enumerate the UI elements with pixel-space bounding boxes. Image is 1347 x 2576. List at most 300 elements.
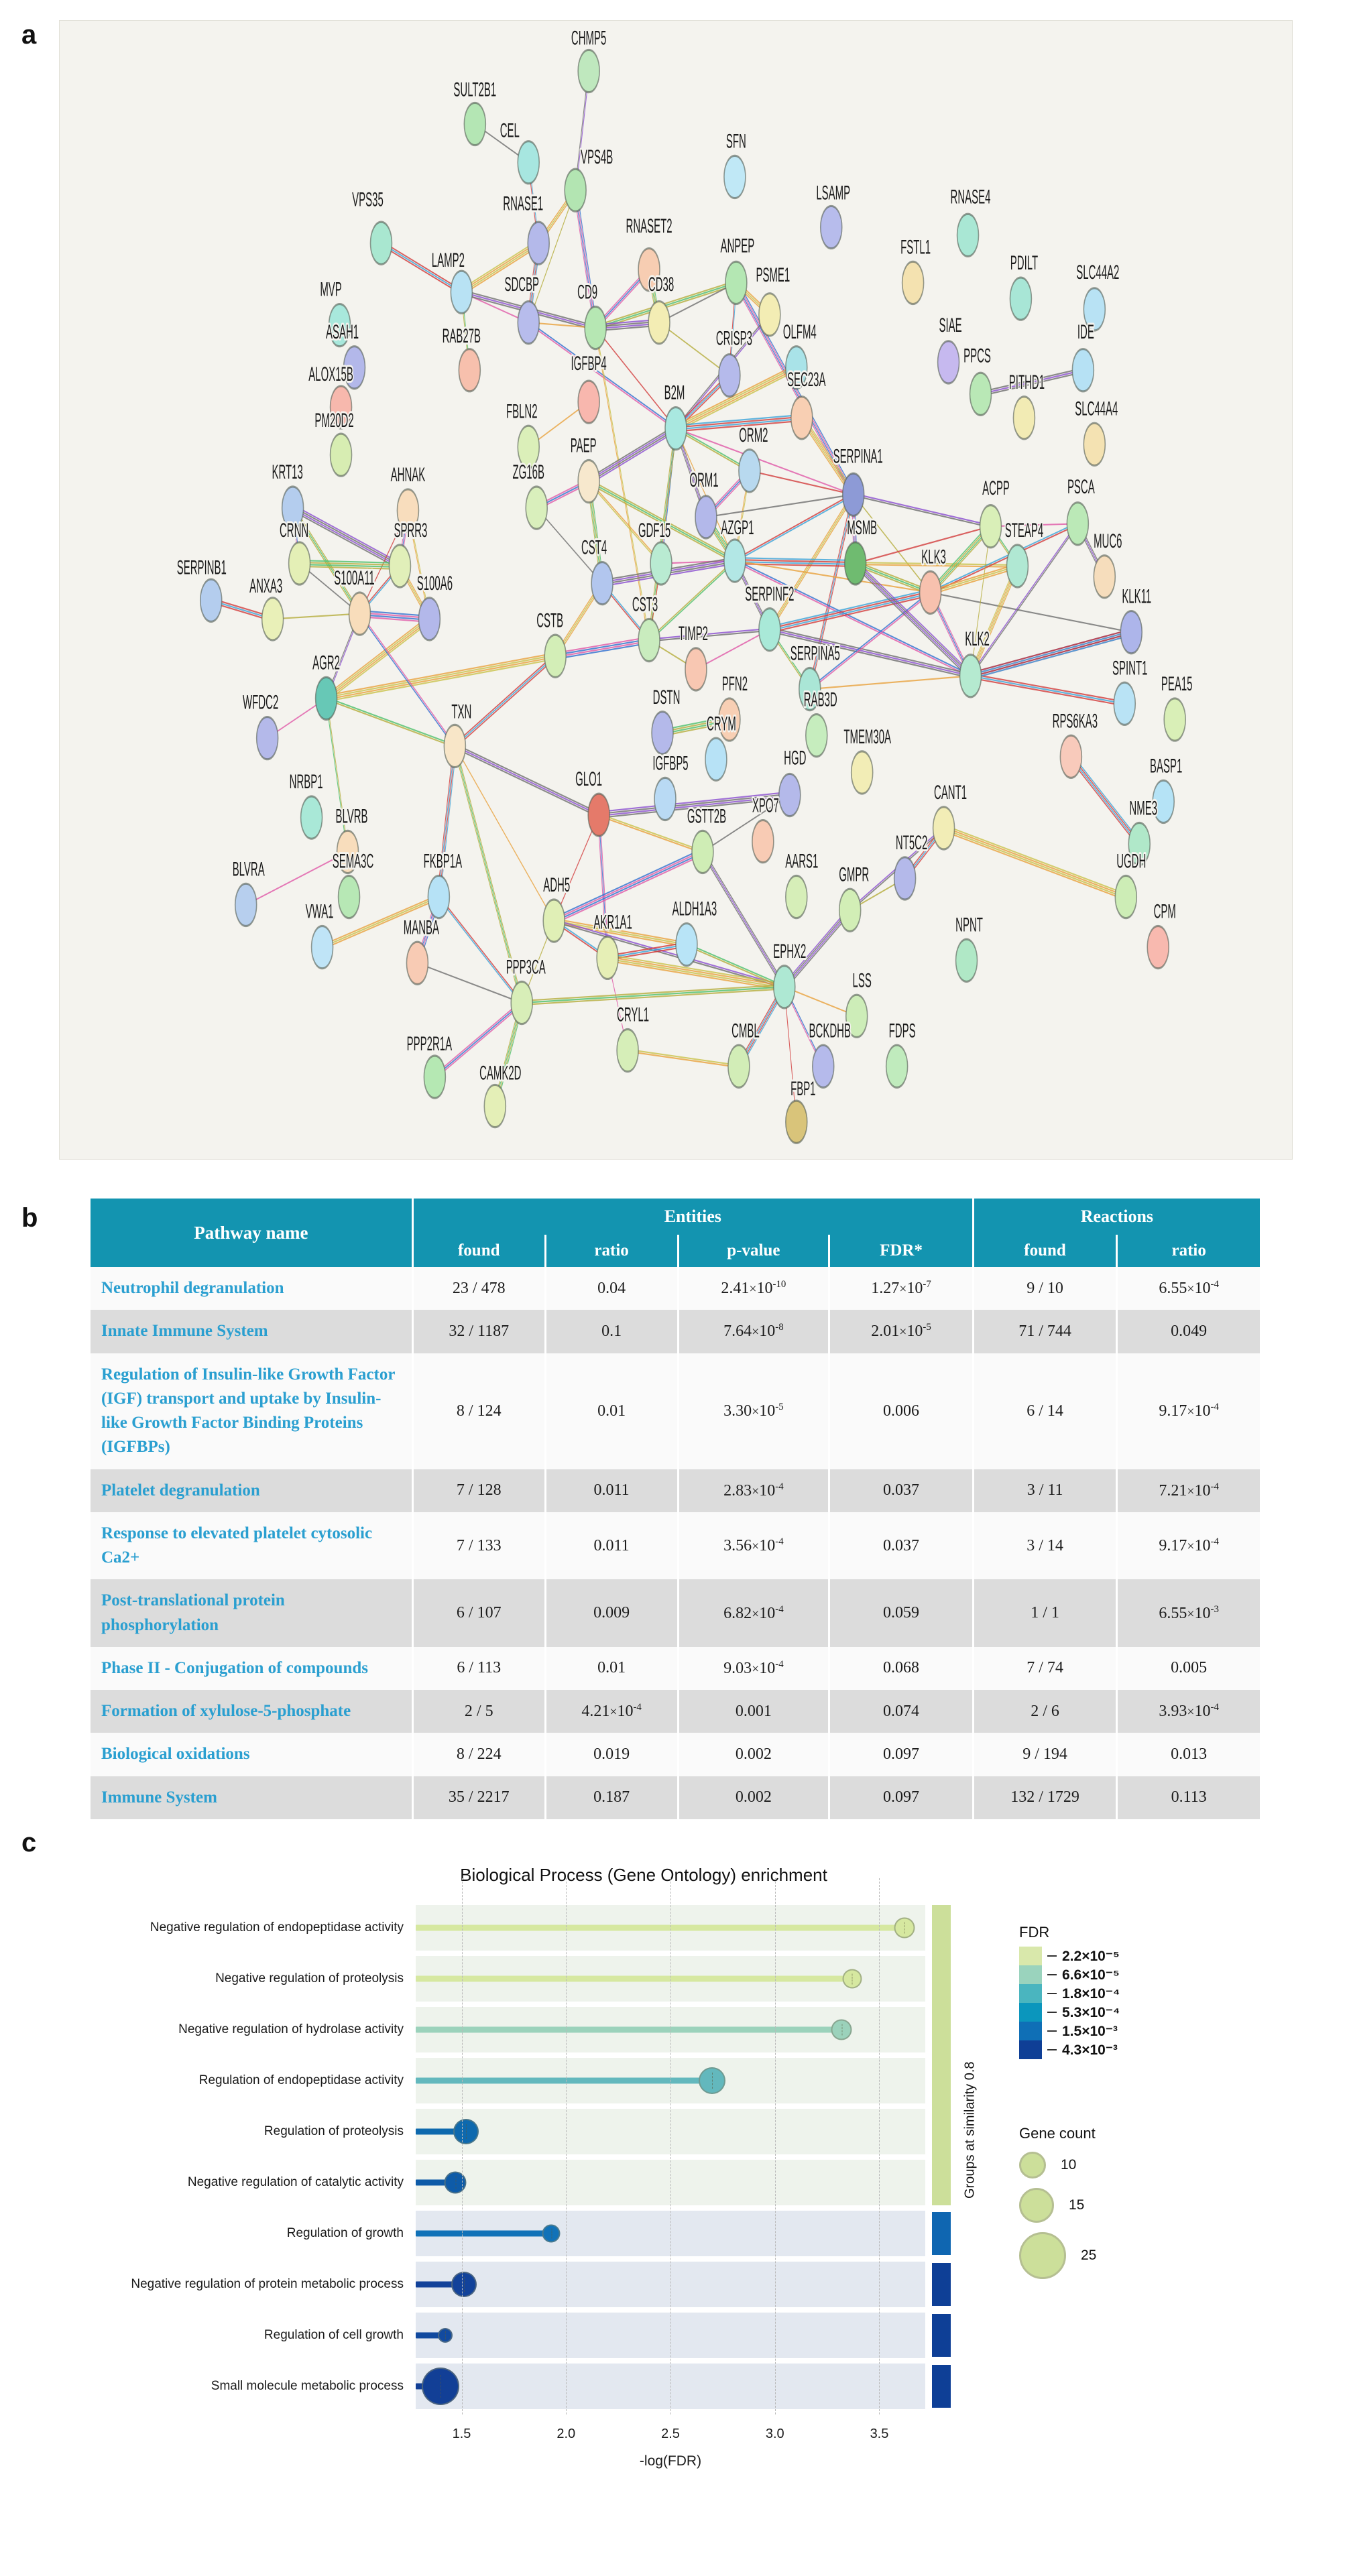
network-node-label: TXN — [451, 700, 472, 723]
network-node[interactable] — [894, 857, 916, 900]
network-node[interactable] — [886, 1045, 908, 1087]
table-row — [91, 1310, 1260, 1353]
network-node[interactable] — [289, 542, 310, 585]
network-node[interactable] — [724, 156, 746, 198]
gene-count-legend-label: 10 — [1061, 2157, 1077, 2172]
header-reactions: Reactions — [974, 1199, 1260, 1235]
similarity-segment-a — [932, 1905, 951, 2205]
network-node[interactable] — [578, 381, 599, 423]
network-node[interactable] — [1084, 423, 1105, 465]
network-node-label: CSTB — [536, 609, 564, 631]
network-node[interactable] — [902, 261, 924, 304]
gene-count-legend-row — [1019, 2152, 1096, 2179]
network-edge — [931, 593, 1132, 632]
network-node-label: KLK11 — [1122, 585, 1152, 608]
network-node[interactable] — [980, 505, 1002, 548]
header-reactions-ratio: ratio — [1118, 1235, 1260, 1267]
header-entities-fdr: FDR* — [830, 1235, 972, 1267]
network-node-label: KRT13 — [272, 461, 303, 483]
network-edge — [522, 987, 784, 1003]
network-node[interactable] — [705, 738, 727, 780]
network-node-label: CST4 — [581, 536, 607, 559]
network-node-label: NPNT — [955, 913, 983, 936]
network-node-label: AGR2 — [312, 651, 340, 674]
network-node-label: IGFBP5 — [652, 752, 689, 774]
network-edge — [273, 614, 360, 619]
network-node-label: PPP3CA — [506, 956, 546, 978]
network-node-label: SPRR3 — [394, 519, 428, 542]
network-node[interactable] — [654, 778, 676, 820]
header-reactions-found: found — [974, 1235, 1116, 1267]
network-node[interactable] — [1094, 556, 1115, 598]
gene-count-legend-row — [1019, 2232, 1096, 2279]
network-node-label: S100A11 — [334, 566, 375, 589]
network-node[interactable] — [200, 579, 222, 621]
network-node-label: ANPEP — [720, 235, 755, 257]
pathway-name-link[interactable]: Biological oxidations — [91, 1733, 412, 1776]
fdr-legend-rows — [1019, 1947, 1120, 2059]
network-node-label: SERPINA1 — [833, 444, 883, 467]
network-node[interactable] — [779, 774, 801, 816]
gene-count-legend-circle — [1019, 2152, 1046, 2179]
network-node[interactable] — [349, 593, 371, 635]
chart-data-point[interactable] — [894, 1918, 915, 1939]
pathway-name-link[interactable]: Regulation of Insulin-like Growth Factor (IGF) transport and uptake by Insulin-like Growth Factor Binding Proteins (IGFBPs) — [91, 1353, 412, 1469]
network-node-label: SLC44A2 — [1076, 261, 1120, 284]
fdr-legend-label: 4.3×10⁻³ — [1062, 2042, 1118, 2058]
chart-plot-area — [131, 1902, 925, 2469]
reactome-pathway-panel — [89, 1199, 1262, 1819]
network-node[interactable] — [676, 924, 697, 966]
network-node-label: SLC44A4 — [1075, 397, 1118, 420]
network-node-label: PITHD1 — [1008, 371, 1045, 393]
network-node[interactable] — [752, 820, 774, 863]
network-node-label: KLK3 — [921, 546, 946, 568]
network-node[interactable] — [578, 461, 599, 503]
fdr-legend-swatch — [1019, 2022, 1042, 2040]
network-node-label: AZGP1 — [721, 516, 754, 539]
network-node-label: RNASE4 — [950, 185, 991, 208]
network-node[interactable] — [578, 50, 599, 92]
entities-ratio-cell: 0.011 — [546, 1469, 677, 1512]
reactions-ratio-cell: $7.21\times 10^{-4}$ — [1118, 1469, 1260, 1512]
network-node[interactable] — [528, 222, 549, 264]
fdr-legend-label: 1.5×10⁻³ — [1062, 2023, 1118, 2039]
gene-count-legend-row — [1019, 2188, 1096, 2223]
pathway-name-link[interactable]: Formation of xylulose-5-phosphate — [91, 1690, 412, 1733]
entities-pvalue-cell: $3.56\times 10^{-4}$ — [679, 1512, 829, 1580]
pathway-name-link[interactable]: Neutrophil degranulation — [91, 1267, 412, 1310]
reactions-ratio-cell: $6.55\times 10^{-4}$ — [1118, 1267, 1260, 1310]
network-node[interactable] — [719, 355, 740, 397]
fdr-legend-row — [1019, 2022, 1120, 2040]
network-node-label: TIMP2 — [678, 622, 709, 645]
gene-count-legend-rows — [1019, 2152, 1096, 2279]
chart-gridline — [566, 1878, 567, 2414]
network-edge — [855, 565, 930, 594]
chart-data-point[interactable] — [445, 2172, 467, 2194]
network-node[interactable] — [484, 1085, 506, 1127]
entities-found-cell: 6 / 113 — [414, 1647, 544, 1690]
network-node-label: SFN — [725, 130, 746, 152]
network-node-label: CEL — [500, 119, 520, 142]
network-node-label: RAB3D — [803, 688, 837, 711]
network-edge — [522, 985, 784, 1001]
entities-found-cell: 8 / 224 — [414, 1733, 544, 1776]
entities-found-cell: 7 / 133 — [414, 1512, 544, 1580]
network-node-label: SERPINF2 — [745, 582, 795, 605]
network-node[interactable] — [1010, 278, 1031, 320]
network-edge — [970, 631, 1131, 675]
table-row — [91, 1469, 1260, 1512]
network-node[interactable] — [957, 214, 979, 256]
network-node[interactable] — [424, 1056, 445, 1098]
network-node-label: LAMP2 — [431, 249, 465, 271]
network-edge — [943, 829, 1126, 898]
network-node[interactable] — [262, 598, 284, 640]
network-node-label: CD38 — [648, 273, 675, 296]
entities-ratio-cell: $4.21\times 10^{-4}$ — [546, 1690, 677, 1733]
network-node-label: DSTN — [652, 686, 681, 709]
network-node[interactable] — [650, 542, 672, 585]
network-node[interactable] — [339, 875, 360, 918]
network-node-label: MVP — [320, 278, 342, 300]
entities-pvalue-cell: $7.64\times 10^{-8}$ — [679, 1310, 829, 1353]
reactions-found-cell: 132 / 1729 — [974, 1776, 1116, 1819]
network-node[interactable] — [235, 883, 257, 926]
network-node-label: ZG16B — [512, 461, 544, 483]
chart-title: Biological Process (Gene Ontology) enrichment — [460, 1865, 827, 1885]
chart-x-tick-label: 3.5 — [870, 2427, 889, 2441]
reactions-ratio-cell: $9.17\times 10^{-4}$ — [1118, 1512, 1260, 1580]
network-edge — [607, 961, 784, 989]
chart-category-label: Negative regulation of protein metabolic process — [131, 2277, 404, 2292]
network-node-label: SDCBP — [504, 273, 540, 296]
chart-gridline — [775, 1878, 776, 2414]
network-node-label: BLVRB — [335, 804, 368, 827]
fdr-legend-swatch — [1019, 1984, 1042, 2003]
network-node[interactable] — [685, 648, 707, 690]
network-node[interactable] — [774, 966, 795, 1008]
network-node[interactable] — [759, 294, 780, 336]
header-entities-ratio: ratio — [546, 1235, 677, 1267]
go-enrichment-panel — [40, 1850, 1314, 2554]
fdr-legend-tick — [1047, 2012, 1057, 2013]
network-node-label: S100A6 — [416, 572, 453, 595]
pathway-name-link[interactable]: Response to elevated platelet cytosolic Ca2+ — [91, 1512, 412, 1580]
gene-count-legend — [1019, 2125, 1096, 2288]
network-node-label: SIAE — [939, 314, 962, 336]
chart-category-label: Regulation of proteolysis — [263, 2124, 404, 2139]
network-node[interactable] — [389, 545, 410, 587]
network-node[interactable] — [518, 302, 539, 344]
network-edge — [943, 831, 1126, 900]
network-node[interactable] — [1060, 735, 1081, 778]
network-node[interactable] — [852, 751, 873, 794]
entities-fdr-cell: $1.27\times 10^{-7}$ — [830, 1267, 972, 1310]
fdr-legend-label: 5.3×10⁻⁴ — [1062, 2004, 1120, 2020]
network-node-label: IGFBP4 — [571, 352, 607, 375]
network-node[interactable] — [695, 496, 717, 538]
table-row — [91, 1353, 1260, 1469]
network-node-label: FSTL1 — [900, 235, 931, 258]
network-node[interactable] — [956, 939, 978, 981]
network-node[interactable] — [428, 875, 449, 918]
network-node[interactable] — [451, 271, 472, 313]
fdr-legend-swatch — [1019, 2003, 1042, 2022]
entities-found-cell: 2 / 5 — [414, 1690, 544, 1733]
network-node[interactable] — [839, 889, 861, 931]
entities-fdr-cell: 0.059 — [830, 1579, 972, 1647]
gene-count-legend-circle — [1019, 2232, 1066, 2279]
network-edge — [522, 989, 784, 1005]
chart-stem — [416, 1925, 904, 1931]
entities-pvalue-cell: $9.03\times 10^{-4}$ — [679, 1647, 829, 1690]
network-node[interactable] — [933, 807, 955, 849]
network-node-label: ADH5 — [543, 873, 571, 896]
fdr-legend-tick — [1047, 2049, 1057, 2050]
network-node-label: PEA15 — [1161, 672, 1193, 695]
gene-count-legend-label: 25 — [1081, 2248, 1097, 2263]
network-node-label: CST3 — [632, 593, 658, 615]
network-node[interactable] — [786, 875, 807, 918]
network-node[interactable] — [1006, 545, 1028, 587]
pathway-table — [89, 1199, 1262, 1819]
reactions-ratio-cell: $9.17\times 10^{-4}$ — [1118, 1353, 1260, 1469]
network-node[interactable] — [316, 677, 337, 719]
pathway-name-link[interactable]: Innate Immune System — [91, 1310, 412, 1353]
network-node[interactable] — [459, 349, 480, 391]
chart-category-label: Small molecule metabolic process — [211, 2379, 404, 2394]
network-node-label: ALDH1A3 — [672, 898, 717, 920]
entities-fdr-cell: 0.074 — [830, 1690, 972, 1733]
table-row — [91, 1579, 1260, 1647]
network-edge — [437, 745, 453, 896]
table-row — [91, 1690, 1260, 1733]
entities-found-cell: 8 / 124 — [414, 1353, 544, 1469]
pathway-name-link[interactable]: Immune System — [91, 1776, 412, 1819]
network-edge — [555, 641, 649, 658]
fdr-legend-tick — [1047, 1955, 1057, 1957]
network-edge — [326, 698, 347, 852]
network-node[interactable] — [724, 540, 746, 582]
network-node-label: GSTT2B — [687, 804, 727, 827]
network-node[interactable] — [652, 712, 673, 754]
network-edge — [628, 1050, 739, 1066]
network-node-label: SERPINB1 — [176, 556, 227, 578]
network-node[interactable] — [526, 487, 547, 529]
network-node[interactable] — [418, 598, 440, 640]
network-edge — [856, 562, 971, 675]
network-node[interactable] — [725, 261, 747, 304]
network-node-label: ACPP — [982, 477, 1010, 499]
network-node[interactable] — [444, 725, 465, 767]
header-row-group — [91, 1199, 1260, 1235]
network-node[interactable] — [406, 942, 428, 984]
entities-fdr-cell: 0.097 — [830, 1733, 972, 1776]
network-node[interactable] — [565, 169, 586, 211]
network-edge — [676, 428, 735, 560]
chart-data-point[interactable] — [699, 2067, 725, 2094]
network-node[interactable] — [970, 373, 992, 415]
network-node[interactable] — [1072, 349, 1094, 391]
network-node[interactable] — [1147, 926, 1169, 969]
network-node-label: ANXA3 — [249, 574, 283, 597]
network-node-label: EPHX2 — [773, 940, 807, 963]
network-node[interactable] — [312, 926, 333, 969]
fdr-legend-title: FDR — [1019, 1924, 1050, 1941]
chart-category-label: Regulation of endopeptidase activity — [198, 2073, 404, 2088]
header-pathway-name: Pathway name — [91, 1199, 412, 1267]
network-node[interactable] — [1114, 682, 1135, 725]
network-node-label: STEAP4 — [1004, 519, 1044, 542]
chart-category-label: Negative regulation of catalytic activity — [187, 2175, 404, 2190]
pathway-name-link[interactable]: Post-translational protein phosphorylation — [91, 1579, 412, 1647]
network-node[interactable] — [511, 981, 532, 1024]
network-node-label: BASP1 — [1150, 754, 1183, 777]
entities-ratio-cell: 0.01 — [546, 1353, 677, 1469]
network-node[interactable] — [843, 473, 864, 515]
network-node[interactable] — [692, 831, 713, 873]
entities-pvalue-cell: $3.30\times 10^{-5}$ — [679, 1353, 829, 1469]
network-edge — [970, 678, 1124, 705]
network-node[interactable] — [938, 341, 959, 383]
network-node[interactable] — [301, 796, 323, 839]
network-node[interactable] — [638, 619, 660, 661]
panel-letter-c: c — [21, 1828, 37, 1857]
chart-data-point[interactable] — [422, 2368, 459, 2405]
chart-data-point[interactable] — [542, 2225, 561, 2243]
network-node-label: RNASE1 — [503, 192, 544, 214]
fdr-legend-swatch — [1019, 1947, 1042, 1965]
network-node[interactable] — [791, 397, 813, 439]
network-node-label: VWA1 — [305, 900, 334, 922]
network-node[interactable] — [1013, 397, 1035, 439]
network-node-label: CRYL1 — [617, 1003, 650, 1026]
network-node[interactable] — [728, 1045, 750, 1087]
network-node-label: CANT1 — [934, 781, 968, 804]
table-row — [91, 1267, 1260, 1310]
network-nodes — [200, 50, 1185, 1143]
network-node[interactable] — [464, 103, 485, 145]
network-node-label: BCKDHB — [809, 1019, 851, 1042]
table-row — [91, 1647, 1260, 1690]
network-node-label: LSAMP — [816, 182, 851, 204]
chart-category-label: Negative regulation of hydrolase activity — [178, 2022, 404, 2037]
network-edge — [439, 746, 455, 897]
network-node[interactable] — [1120, 611, 1142, 654]
network-edge — [944, 827, 1126, 896]
pathway-name-link[interactable]: Phase II - Conjugation of compounds — [91, 1647, 412, 1690]
network-node[interactable] — [1164, 698, 1185, 741]
chart-category-label: Negative regulation of endopeptidase activity — [150, 1920, 404, 1935]
network-node-label: SEMA3C — [332, 850, 374, 872]
fdr-legend-row — [1019, 2003, 1120, 2022]
reactions-ratio-cell: 0.049 — [1118, 1310, 1260, 1353]
network-node-label: SPINT1 — [1112, 656, 1148, 679]
network-edge — [607, 955, 784, 983]
network-edge — [810, 676, 971, 689]
entities-ratio-cell: 0.04 — [546, 1267, 677, 1310]
network-node[interactable] — [331, 434, 352, 476]
network-node-label: PSCA — [1067, 475, 1095, 498]
panel-letter-a: a — [21, 20, 37, 50]
entities-ratio-cell: 0.01 — [546, 1647, 677, 1690]
chart-data-point[interactable] — [451, 2272, 477, 2297]
entities-pvalue-cell: 0.002 — [679, 1733, 829, 1776]
network-node[interactable] — [786, 1101, 807, 1143]
network-node[interactable] — [739, 450, 760, 492]
network-node[interactable] — [591, 562, 613, 605]
network-node-label: TMEM30A — [843, 725, 892, 748]
network-node[interactable] — [543, 900, 565, 942]
network-node[interactable] — [813, 1045, 834, 1087]
entities-found-cell: 35 / 2217 — [414, 1776, 544, 1819]
network-node[interactable] — [806, 715, 827, 757]
network-node[interactable] — [1115, 875, 1136, 918]
network-node-label: NME3 — [1129, 797, 1158, 819]
entities-ratio-cell: 0.019 — [546, 1733, 677, 1776]
pathway-name-link[interactable]: Platelet degranulation — [91, 1469, 412, 1512]
network-node[interactable] — [759, 609, 780, 651]
network-node[interactable] — [665, 408, 687, 450]
network-node-label: SEC23A — [787, 368, 826, 391]
fdr-legend-tick — [1047, 2030, 1057, 2032]
network-node[interactable] — [920, 571, 941, 613]
network-node-label: PPCS — [963, 344, 991, 367]
entities-fdr-cell: 0.037 — [830, 1512, 972, 1580]
network-node-label: BLVRA — [232, 857, 265, 880]
fdr-legend-row — [1019, 1984, 1120, 2003]
similarity-axis-label: Groups at similarity 0.8 — [962, 2061, 978, 2199]
network-node[interactable] — [257, 717, 278, 759]
network-node-label: XPO7 — [752, 794, 779, 817]
chart-data-point[interactable] — [453, 2119, 479, 2144]
chart-data-point[interactable] — [842, 1969, 862, 1989]
network-edge — [327, 698, 348, 852]
network-edge — [971, 676, 1125, 703]
network-edge — [649, 629, 770, 639]
network-edge — [441, 747, 457, 898]
network-node[interactable] — [648, 302, 670, 344]
network-edge — [326, 655, 555, 697]
network-node-label: HGD — [784, 747, 807, 769]
chart-data-point[interactable] — [831, 2020, 852, 2040]
chart-data-point[interactable] — [438, 2328, 453, 2343]
network-node-label: ASAH1 — [325, 320, 359, 343]
network-node[interactable] — [821, 206, 842, 248]
network-node[interactable] — [585, 306, 606, 349]
network-node[interactable] — [588, 794, 609, 836]
network-node-label: GLO1 — [575, 768, 603, 790]
reactions-found-cell: 1 / 1 — [974, 1579, 1116, 1647]
chart-x-tick-label: 1.5 — [452, 2427, 471, 2441]
network-edge — [588, 426, 675, 479]
network-node[interactable] — [617, 1030, 638, 1072]
chart-category-label: Regulation of growth — [286, 2226, 404, 2241]
chart-x-tick-label: 3.0 — [765, 2427, 784, 2441]
network-node-label: CRNN — [279, 519, 309, 542]
network-node-label: WFDC2 — [243, 691, 279, 714]
network-node[interactable] — [1067, 503, 1088, 545]
network-node[interactable] — [597, 936, 618, 979]
network-node[interactable] — [845, 542, 866, 585]
chart-category-label: Negative regulation of proteolysis — [215, 1971, 404, 1986]
network-node[interactable] — [544, 635, 566, 677]
network-node[interactable] — [960, 655, 982, 697]
network-node[interactable] — [518, 141, 539, 184]
network-node[interactable] — [370, 222, 392, 264]
